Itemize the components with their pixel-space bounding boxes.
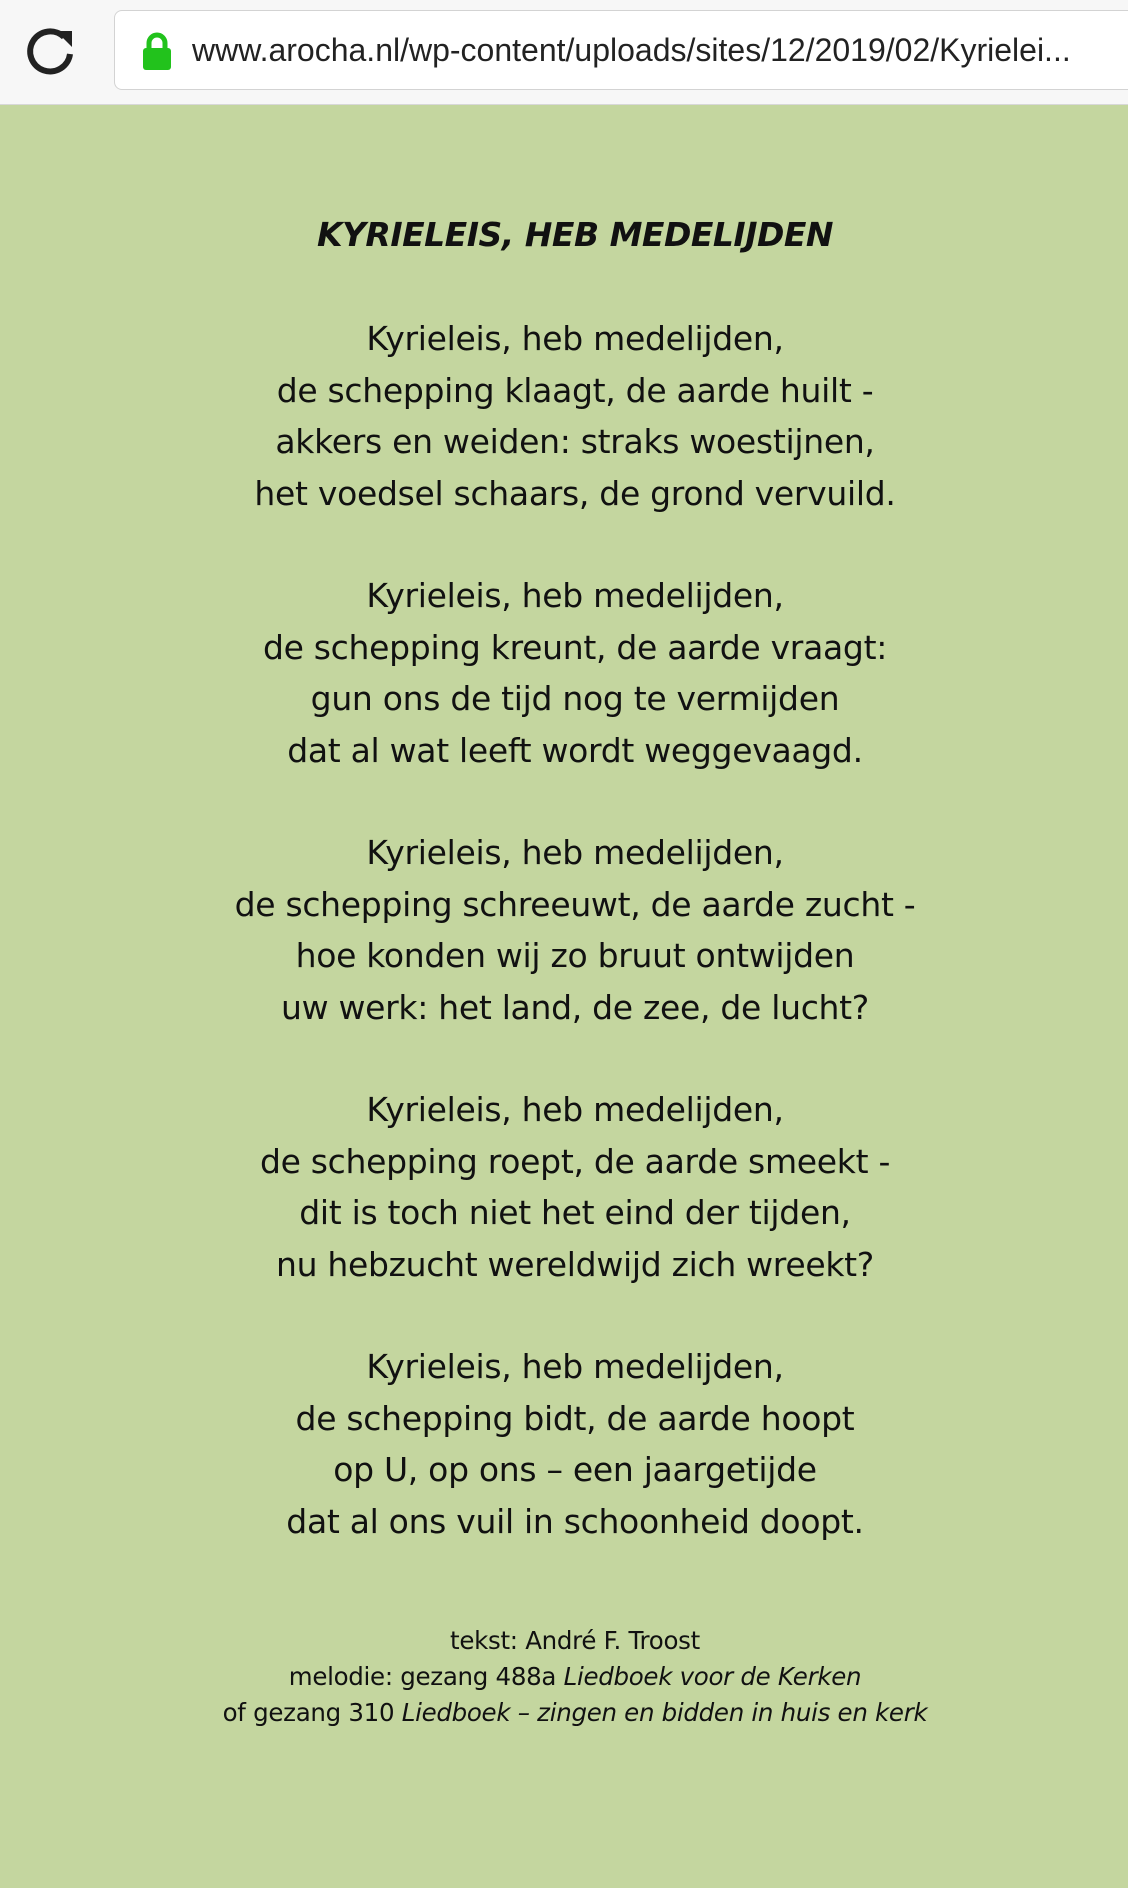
- stanza: [0, 313, 1128, 519]
- url-text[interactable]: www.arocha.nl/wp-content/uploads/sites/12/2019/02/Kyrielei...: [192, 32, 1071, 68]
- poem-line: de schepping schreeuwt, de aarde zucht -: [234, 884, 916, 924]
- credit-melody: [0, 1659, 1128, 1695]
- browser-toolbar: [0, 0, 1128, 105]
- poem-line: Kyrieleis, heb medelijden,: [366, 319, 784, 358]
- stanza: [0, 570, 1128, 776]
- melody-book: Liedboek voor de Kerken: [563, 1662, 862, 1691]
- stanza: [0, 1341, 1128, 1547]
- poem-line: uw werk: het land, de zee, de lucht?: [280, 987, 870, 1027]
- credits: [0, 1623, 1128, 1731]
- reload-icon[interactable]: [20, 21, 80, 81]
- poem-line: gun ons de tijd nog te vermijden: [310, 679, 840, 718]
- poem-line: het voedsel schaars, de grond vervuild.: [254, 473, 896, 513]
- poem-line: hoe konden wij zo bruut ontwijden: [295, 936, 855, 975]
- poem-line: de schepping klaagt, de aarde huilt -: [276, 370, 874, 410]
- alt-prefix: of gezang 310: [222, 1698, 402, 1727]
- poem-line: akkers en weiden: straks woestijnen,: [275, 422, 875, 461]
- poem-line: de schepping kreunt, de aarde vraagt:: [262, 627, 888, 667]
- alt-book: Liedboek – zingen en bidden in huis en kerk: [401, 1698, 928, 1727]
- address-bar[interactable]: [114, 10, 1128, 90]
- poem-title: KYRIELEIS, HEB MEDELIJDEN: [316, 215, 834, 254]
- poem-line: dat al wat leeft wordt weggevaagd.: [287, 730, 863, 770]
- poem-line: op U, op ons – een jaargetijde: [333, 1450, 817, 1489]
- pdf-document: [0, 105, 1128, 1888]
- melody-prefix: melodie: gezang 488a: [288, 1662, 564, 1691]
- poem-line: de schepping bidt, de aarde hoopt: [295, 1398, 855, 1438]
- credit-alternative: [0, 1695, 1128, 1731]
- stanza: [0, 827, 1128, 1033]
- poem-line: Kyrieleis, heb medelijden,: [366, 576, 784, 615]
- poem-line: nu hebzucht wereldwijd zich wreekt?: [275, 1244, 875, 1284]
- poem-line: de schepping roept, de aarde smeekt -: [259, 1141, 891, 1181]
- poem-line: dit is toch niet het eind der tijden,: [299, 1193, 851, 1232]
- poem-line: Kyrieleis, heb medelijden,: [366, 833, 784, 872]
- stanza: [0, 1084, 1128, 1290]
- poem-line: Kyrieleis, heb medelijden,: [366, 1347, 784, 1386]
- poem-line: Kyrieleis, heb medelijden,: [366, 1090, 784, 1129]
- poem-line: dat al ons vuil in schoonheid doopt.: [286, 1501, 864, 1541]
- credit-text: tekst: André F. Troost: [450, 1626, 700, 1655]
- lock-icon: [141, 31, 173, 71]
